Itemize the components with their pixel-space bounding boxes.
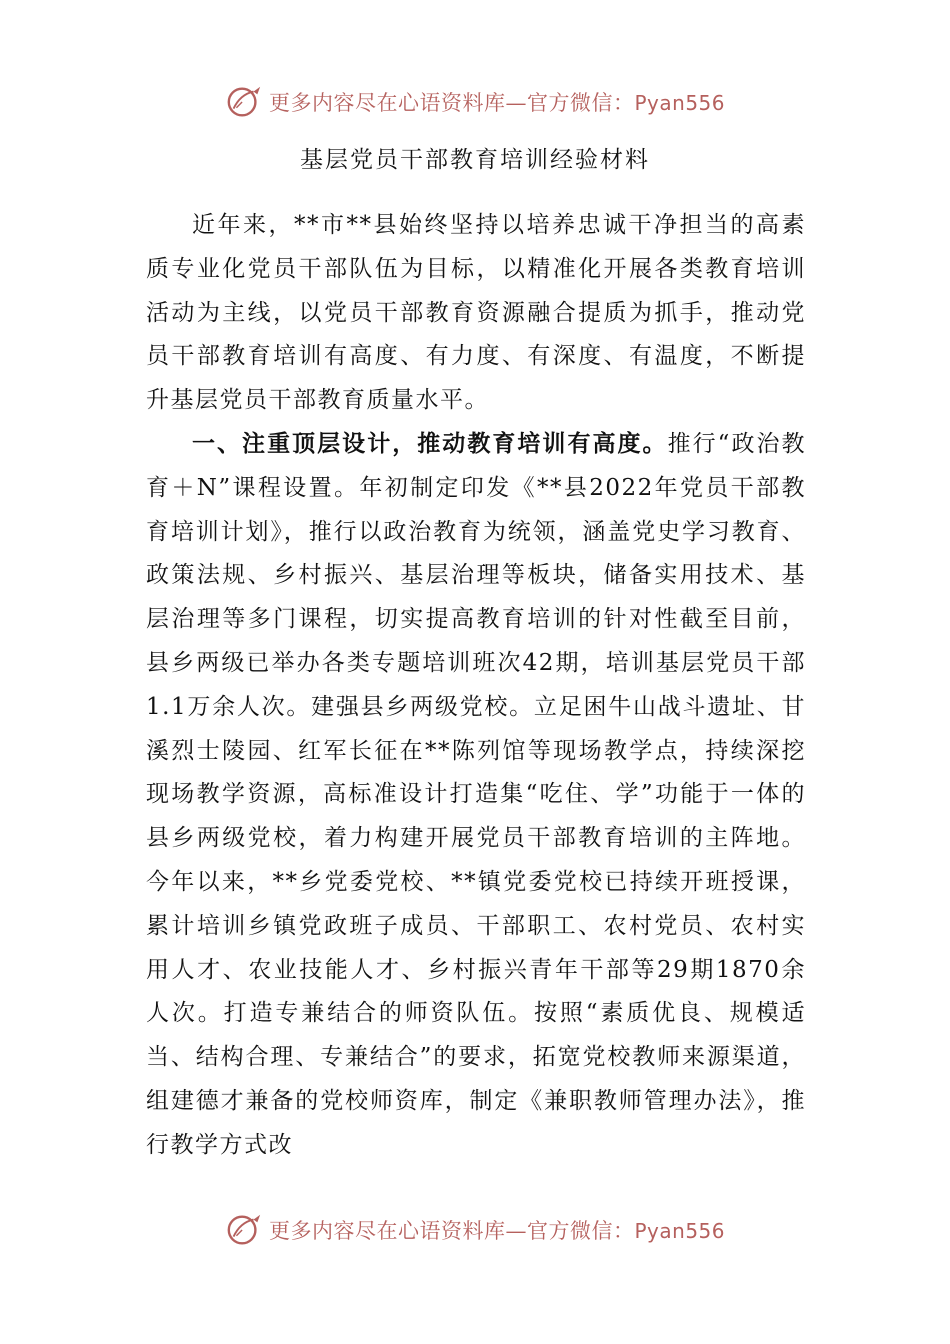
section-1-body: 推行“政治教育＋N”课程设置。年初制定印发《**县2022年党员干部教育培训计划》，推行以政治教育为统领，涵盖党史学习教育、政策法规、乡村振兴、基层治理等板块，储备实用技术、基层治理等多门课程，切实提高教育培训的针对性截至目前，县乡两级已举办各类专题培训班次42期，培训基层党员干部1.1万余人次。建强县乡两级党校。立足困牛山战斗遗址、甘溪烈士陵园、红军长征在**陈列馆等现场教学点，持续深挖现场教学资源，高标准设计打造集“吃住、学”功能于一体的县乡两级党校，着力构建开展党员干部教育培训的主阵地。今年以来，**乡党委党校、**镇党委党校已持续开班授课，累计培训乡镇党政班子成员、干部职工、农村党员、农村实用人才、农业技能人才、乡村振兴青年干部等29期1870余人次。打造专兼结合的师资队伍。按照“素质优良、规模适当、结构合理、专兼结合”的要求，拓宽党校教师来源渠道，组建德才兼备的党校师资库，制定《兼职教师管理办法》，推行教学方式改 (146, 430, 807, 1158)
document-body (146, 204, 806, 1168)
pen-logo-icon (225, 1211, 263, 1249)
watermark-text: 更多内容尽在心语资料库—官方微信：Pyan556 (268, 91, 725, 115)
watermark-footer (0, 1208, 950, 1252)
pen-logo-icon (225, 83, 263, 121)
section-1-paragraph (146, 423, 806, 1168)
document-title: 基层党员干部教育培训经验材料 (300, 147, 650, 173)
watermark-account: Pyan556 (634, 1219, 725, 1243)
watermark-header (0, 80, 950, 124)
watermark-account: Pyan556 (634, 91, 725, 115)
intro-paragraph: 近年来，**市**县始终坚持以培养忠诚干净担当的高素质专业化党员干部队伍为目标，以精准化开展各类教育培训活动为主线，以党员干部教育资源融合提质为抓手，推动党员干部教育培训有高度、有力度、有深度、有温度，不断提升基层党员干部教育质量水平。 (146, 212, 806, 414)
watermark-text: 更多内容尽在心语资料库—官方微信：Pyan556 (268, 1219, 725, 1243)
section-1-heading: 一、注重顶层设计，推动教育培训有高度。 (192, 430, 668, 457)
